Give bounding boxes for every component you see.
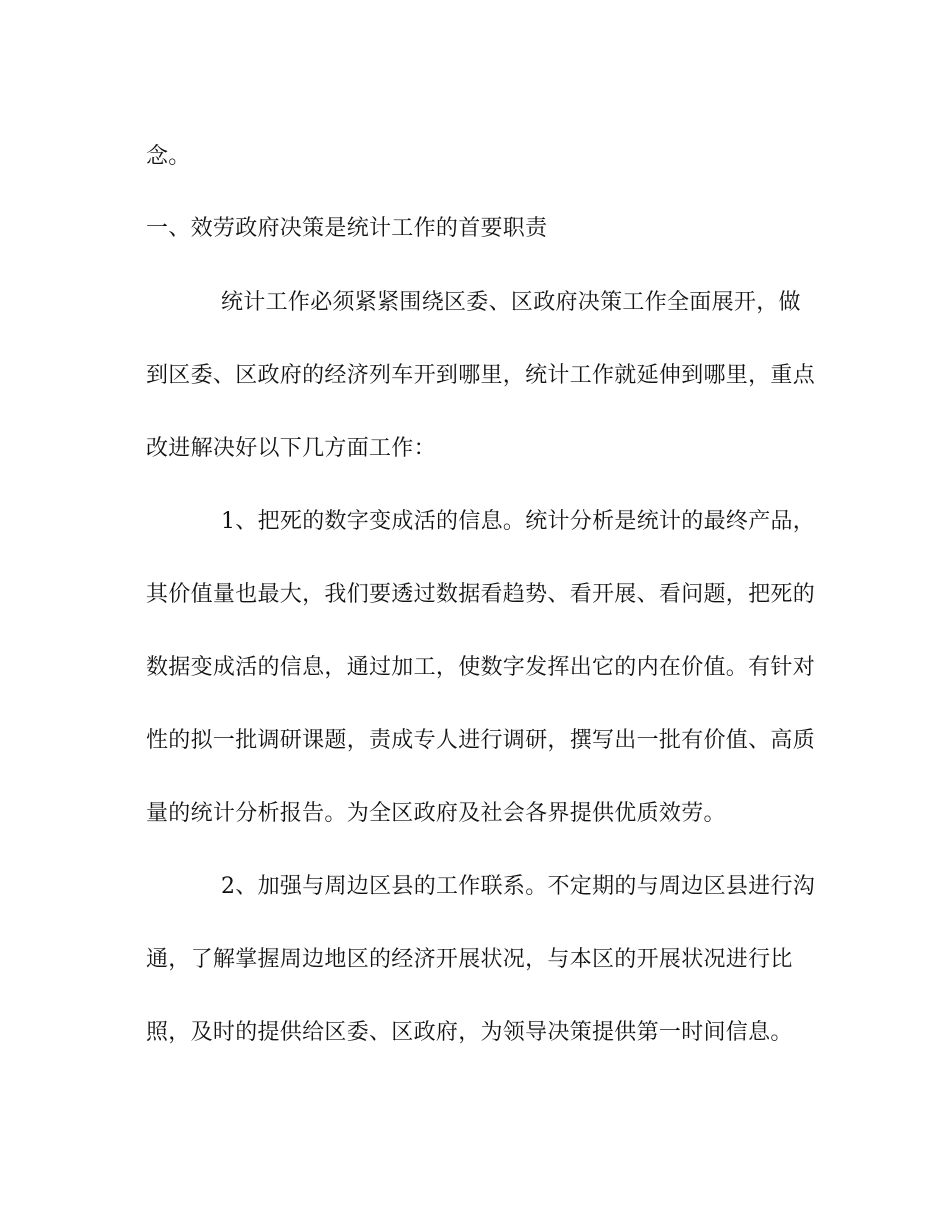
list-item-line: 2、加强与周边区县的工作联系。不定期的与周边区县进行沟 <box>221 874 816 899</box>
list-item-line: 通，了解掌握周边地区的经济开展状况，与本区的开展状况进行比 <box>146 947 793 972</box>
list-item-line: 其价值量也最大，我们要透过数据看趋势、看开展、看问题，把死的 <box>146 582 816 607</box>
list-item-line: 性的拟一批调研课题，责成专人进行调研，撰写出一批有价值、高质 <box>146 728 816 753</box>
text-line-continuation: 念。 <box>146 144 191 169</box>
list-item-line: 数据变成活的信息，通过加工，使数字发挥出它的内在价值。有针对 <box>146 655 816 680</box>
list-item-line: 1、把死的数字变成活的信息。统计分析是统计的最终产品， <box>221 509 816 534</box>
paragraph-line: 到区委、区政府的经济列车开到哪里，统计工作就延伸到哪里，重点 <box>146 363 816 388</box>
list-item-line: 照，及时的提供给区委、区政府，为领导决策提供第一时间信息。 <box>146 1020 793 1045</box>
list-item-line: 量的统计分析报告。为全区政府及社会各界提供优质效劳。 <box>146 801 726 826</box>
section-heading: 一、效劳政府决策是统计工作的首要职责 <box>146 216 548 241</box>
paragraph-line: 改进解决好以下几方面工作： <box>146 436 436 461</box>
paragraph-line: 统计工作必须紧紧围绕区委、区政府决策工作全面展开，做 <box>221 290 801 315</box>
